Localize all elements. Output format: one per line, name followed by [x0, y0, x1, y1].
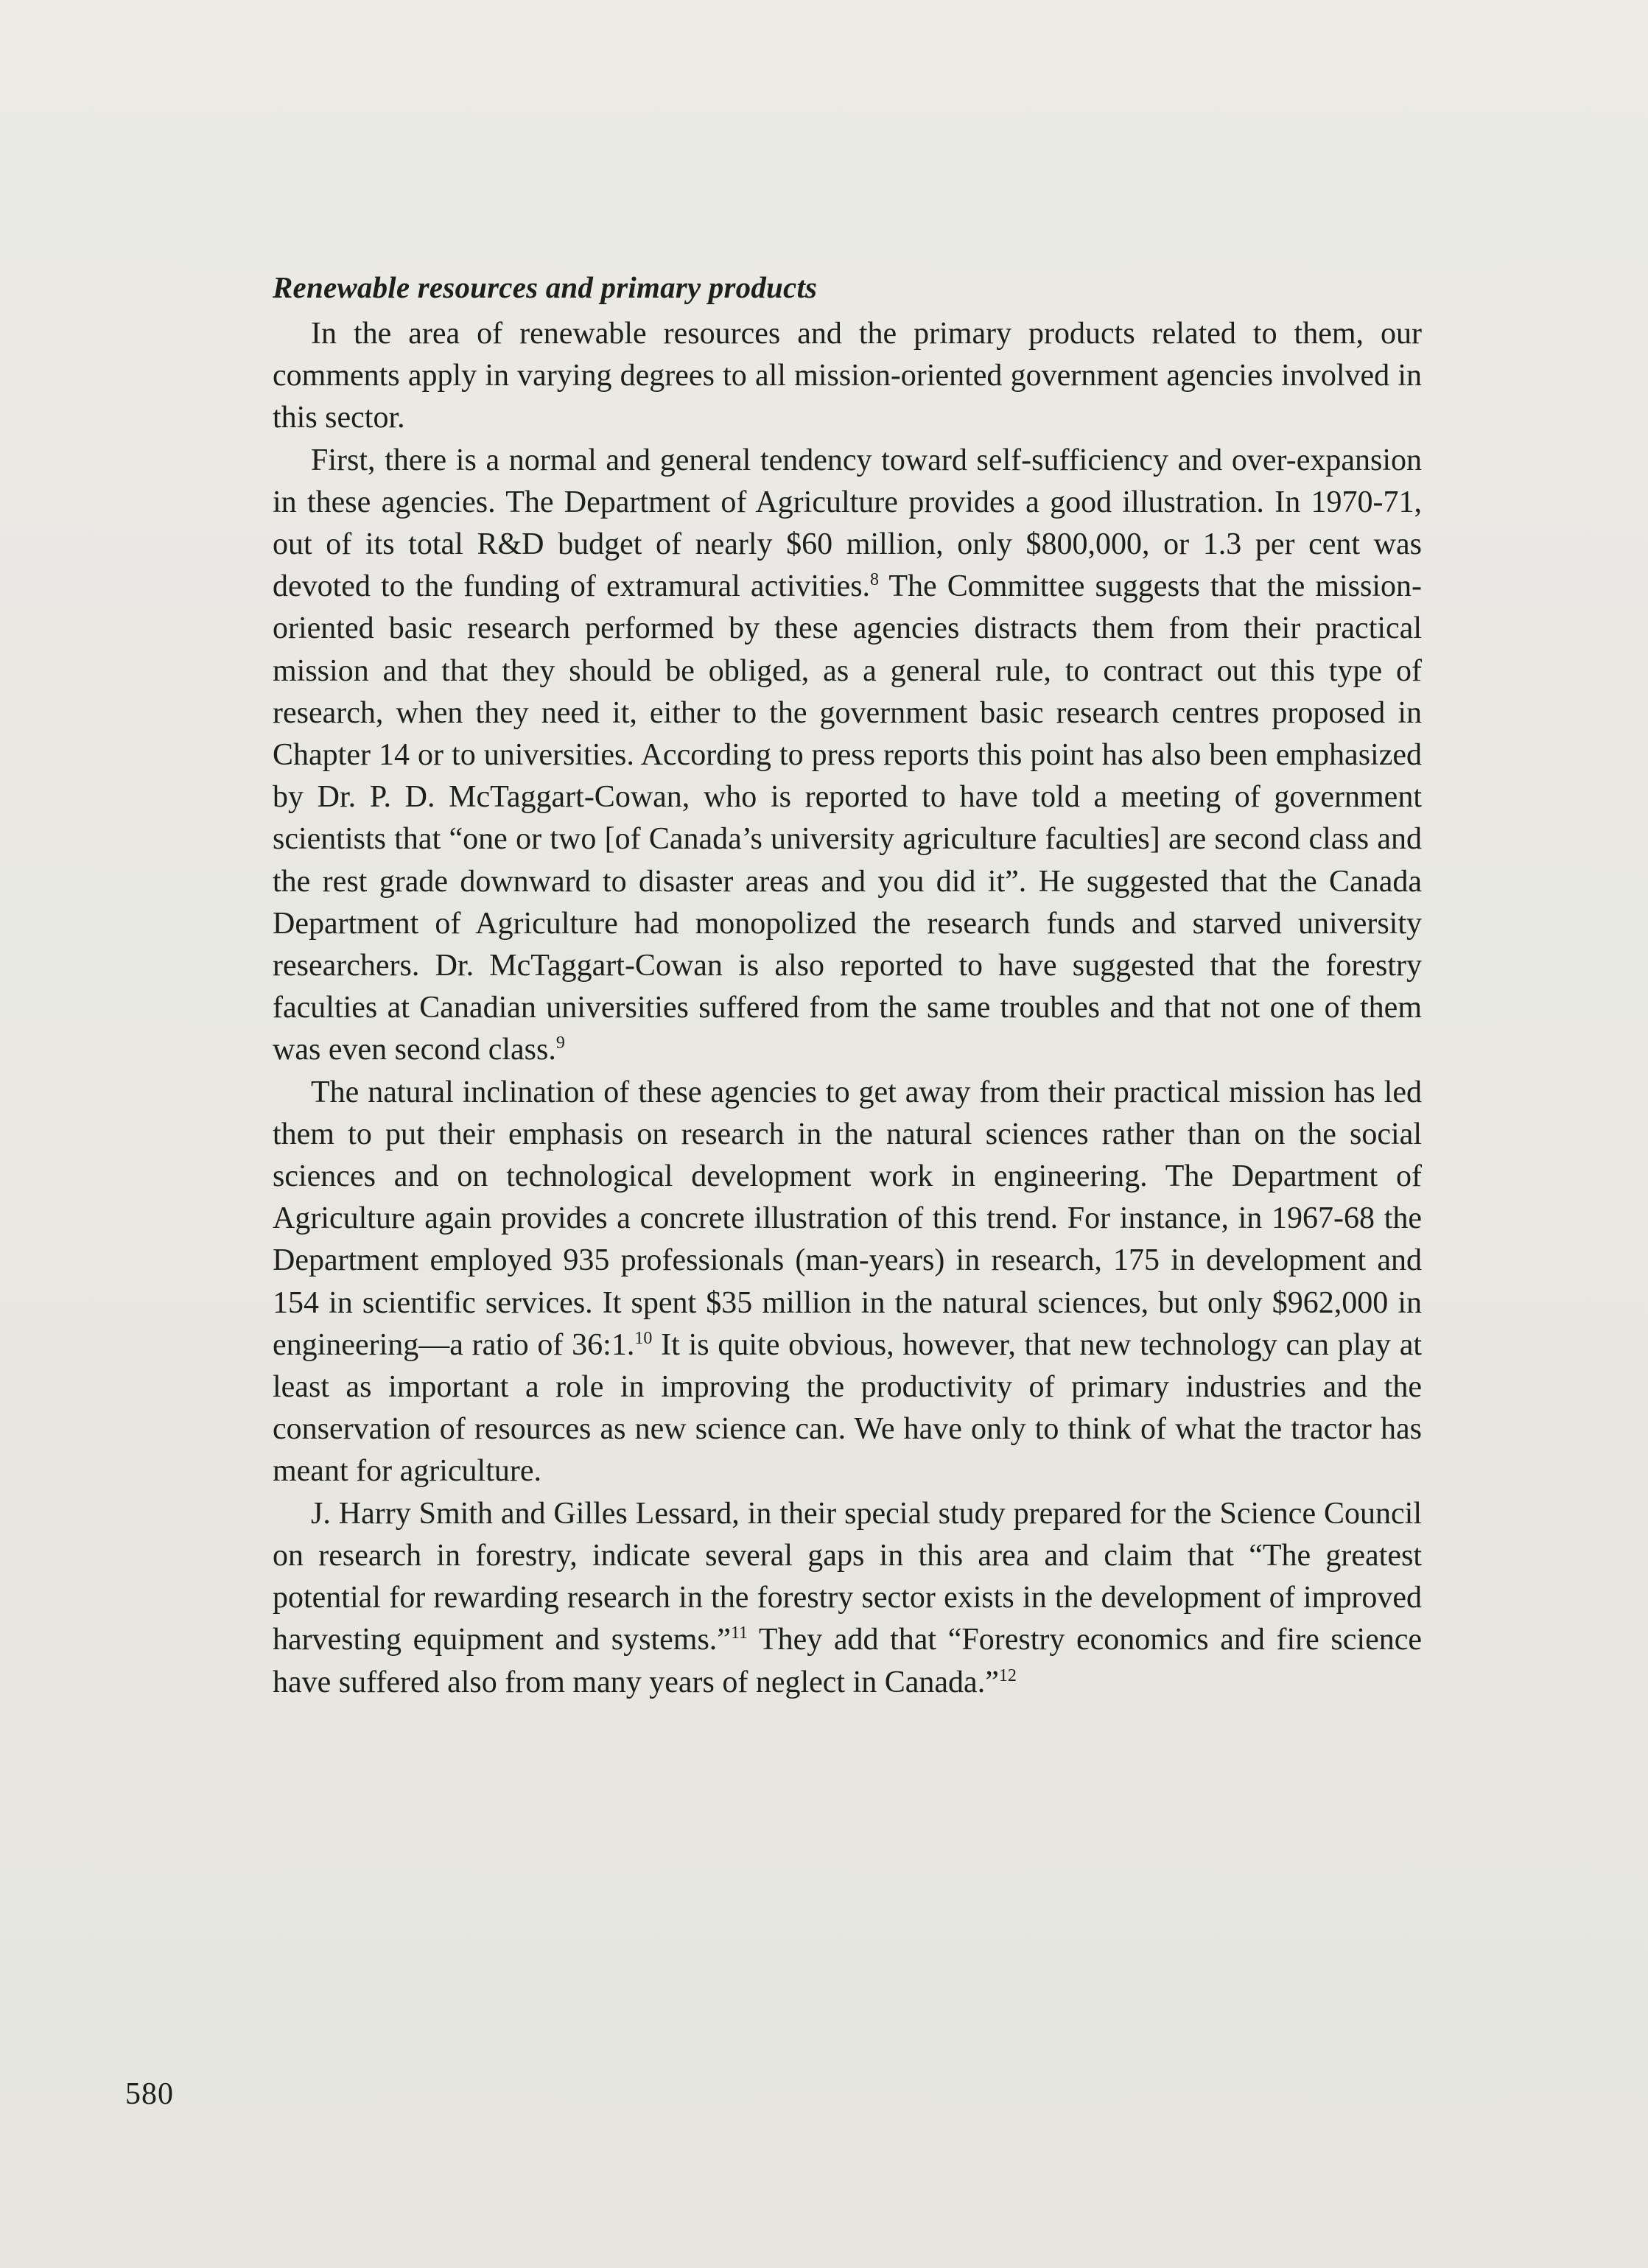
- paragraph-text: It is quite obvious, however, that new technology can play at least as important a role in improving the productivity of primary industries and the conservation of resources as new science can. We have only to think of what the tractor has meant for agriculture.: [273, 1327, 1422, 1489]
- footnote-ref-11: 11: [730, 1623, 748, 1643]
- paragraph-text: J. Harry Smith and Gilles Lessard, in their special study prepared for the Science Council on research in forestry, indicate several gaps in this area and claim that “The greatest potential for rewarding research in the forestry sector exists in the development of improved harvesting equipment and systems.”: [273, 1496, 1422, 1657]
- page-number: 580: [125, 2077, 174, 2111]
- footnote-ref-8: 8: [870, 570, 880, 590]
- paragraph-2: [273, 440, 1422, 1072]
- paragraph-text: The Committee suggests that the mission-oriented basic research performed by these agencies distracts them from their practical mission and that they should be obliged, as a general rule, to contract out this type of research, when they need it, either to the government basic research centres proposed in Chapter 14 or to universities. According to press reports this point has also been emphasized by Dr. P. D. McTaggart-Cowan, who is reported to have told a meeting of government scientists that “one or two [of Canada’s university agriculture faculties] are second class and the rest grade downward to disaster areas and you did it”. He suggested that the Canada Department of Agriculture had monopolized the research funds and starved university researchers. Dr. McTaggart-Cowan is also reported to have suggested that the forestry faculties at Canadian universities suffered from the same troubles and that not one of them was even second class.: [273, 569, 1422, 1067]
- paragraph-text: The natural inclination of these agencies to get away from their practical mission has led them to put their emphasis on research in the natural sciences rather than on the social sciences and on technological development work in engineering. The Department of Agriculture again provides a concrete illustration of this trend. For instance, in 1967-68 the Department employed 935 professionals (man-years) in research, 175 in development and 154 in scientific services. It spent $35 million in the natural sciences, but only $962,000 in engineering—a ratio of 36:1.: [273, 1075, 1422, 1362]
- paragraph-1: [273, 313, 1422, 440]
- text-block: [273, 267, 1422, 1704]
- footnote-ref-10: 10: [634, 1328, 653, 1348]
- paragraph-text: They add that “Forestry economics and fire science have suffered also from many years of neglect in Canada.”: [273, 1623, 1422, 1699]
- paragraph-text: First, there is a normal and general tendency toward self-sufficiency and over-expansion in these agencies. The Department of Agriculture provides a good illustration. In 1970-71, out of its total R&D budget of nearly $60 million, only $800,000, or 1.3 per cent was devoted to the funding of extramural activities.: [273, 443, 1422, 604]
- paragraph-text: In the area of renewable resources and the primary products related to them, our comments apply in varying degrees to all mission-oriented government agencies involved in this sector.: [273, 317, 1422, 435]
- footnote-ref-12: 12: [998, 1665, 1017, 1685]
- paragraph-3: [273, 1072, 1422, 1493]
- footnote-ref-9: 9: [555, 1033, 565, 1053]
- paragraph-4: [273, 1493, 1422, 1704]
- section-heading: Renewable resources and primary products: [273, 270, 818, 304]
